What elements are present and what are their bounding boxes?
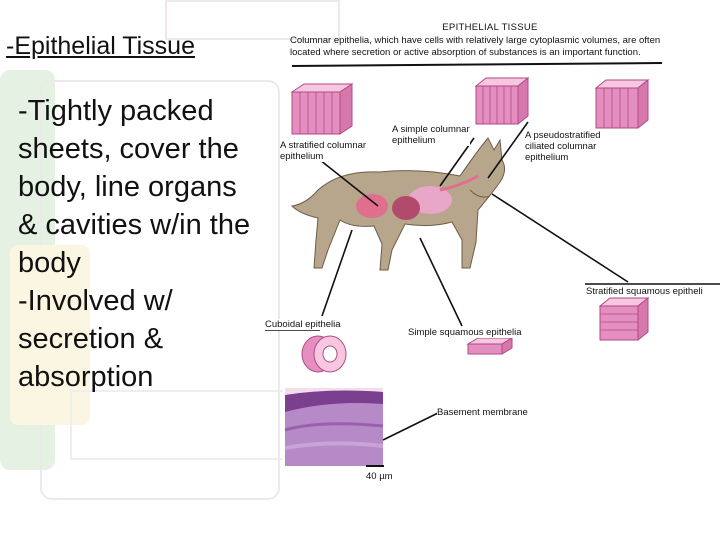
figure-caption-line: Columnar epithelia, which have cells with relatively large cytoplasmic volumes, are often bbox=[290, 35, 661, 46]
micrograph-image bbox=[285, 388, 383, 466]
label-line: ciliated columnar bbox=[525, 141, 597, 152]
label-basement-membrane: Basement membrane bbox=[437, 407, 528, 418]
caption-underline bbox=[292, 63, 662, 66]
label-line: epithelium bbox=[525, 152, 569, 163]
stratified-squamous-tissue bbox=[600, 298, 648, 340]
figure-caption-line: located where secretion or active absorption of substances is an important function. bbox=[290, 47, 641, 58]
body-line: -Involved w/ bbox=[18, 285, 173, 317]
label-line: A simple columnar bbox=[392, 124, 470, 135]
label-pseudostratified bbox=[525, 130, 601, 163]
body-line: secretion & bbox=[18, 323, 164, 355]
leader-line bbox=[383, 412, 440, 440]
body-line: -Tightly packed bbox=[18, 95, 214, 127]
body-line: absorption bbox=[18, 361, 154, 393]
body-line: body, line organs bbox=[18, 171, 237, 203]
slide-title: -Epithelial Tissue bbox=[6, 32, 195, 60]
organ-intestine bbox=[356, 194, 388, 218]
leader-line bbox=[420, 238, 462, 326]
pseudostratified-tissue bbox=[596, 80, 648, 128]
label-line: epithelium bbox=[280, 151, 324, 162]
body-line: body bbox=[18, 247, 81, 279]
leader-line bbox=[492, 194, 628, 282]
cuboidal-tissue bbox=[302, 336, 346, 372]
label-simple-squamous: Simple squamous epithelia bbox=[408, 327, 522, 338]
label-line: A pseudostratified bbox=[525, 130, 601, 141]
organ-liver bbox=[392, 196, 420, 220]
label-cuboidal: Cuboidal epithelia bbox=[265, 319, 341, 330]
simple-columnar-tissue bbox=[476, 78, 528, 124]
label-line: A stratified columnar bbox=[280, 140, 367, 151]
figure-heading: EPITHELIAL TISSUE bbox=[442, 22, 538, 33]
label-stratified-columnar bbox=[280, 140, 366, 162]
label-scale-bar: 40 µm bbox=[366, 471, 393, 482]
body-line: sheets, cover the bbox=[18, 133, 239, 165]
body-line: & cavities w/in the bbox=[18, 209, 251, 241]
label-simple-columnar bbox=[392, 124, 470, 146]
label-stratified-squamous: Stratified squamous epitheli bbox=[586, 286, 703, 297]
simple-squamous-tissue bbox=[468, 338, 512, 354]
stratified-columnar-tissue bbox=[292, 84, 352, 134]
label-line: epithelium bbox=[392, 135, 436, 146]
